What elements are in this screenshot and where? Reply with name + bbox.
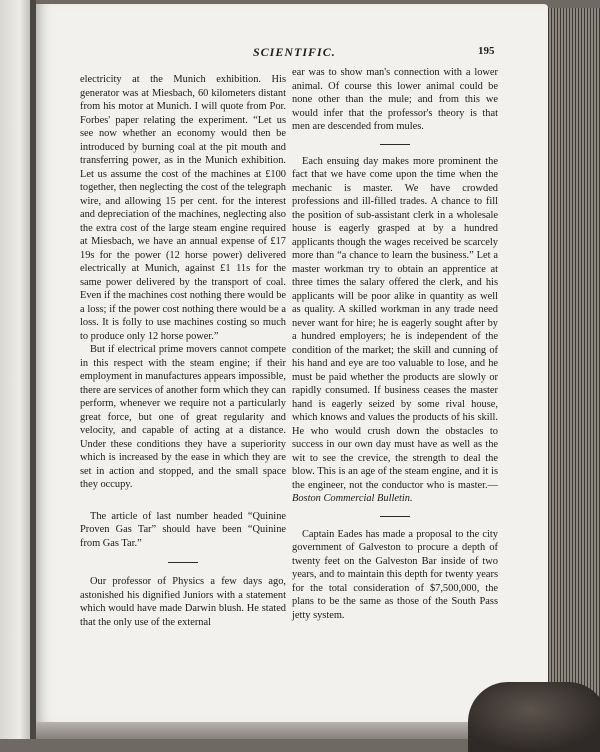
paragraph-galveston-bar: Captain Eades has made a proposal to the city government of Galveston to procure a depth of twenty feet on the Galveston Bar inside of two years, and to maintain this depth for twenty years for the total consideration of $7,500,000, the plans to be the same as those of the South Pass jetty system. (292, 528, 498, 621)
mechanic-text: Each ensuing day makes more prominent the fact that we have come upon the time when the mechanic is master. We have crowded professions and ill-filled trades. A chance to fill the position of sub-assistant clerk in a wholesale house is eagerly grasped at by a hundred applicants though the wages received be scarcely more than “a chance to learn the business.” Let a master workman try to obtain an apprentice at three times the salary offered the clerk, and his applicants will be poor alike in quantity as well as quality. A skilled workman in any trade need never want for hire; he is eagerly sought after by a hundred employers; he is independent of the condition of the market; the skill and cunning of his hand and eye are too valuable to lose, and he must be paid whether the products are slowly or rapidly consumed. If business ceases the master hand is eagerly seized by some rival house, which knows and values the products of his skill. He who would crush down the obstacles to success in our own day must have as well as the wit to see the crevice, the strength to deal the blow. This is an age of the steam engine, and it is the engineer, not the conductor who is master.— (292, 155, 498, 491)
section-gap (80, 492, 286, 510)
paragraph-mules-continuation: ear was to show man's connection with a lower animal. Of course this lower animal could be none other than the mule; and from this we would infer that the professor's theory is that men are descended from mules. (292, 67, 498, 132)
section-divider (168, 562, 198, 563)
section-divider (380, 516, 410, 517)
paragraph-physics-professor: Our professor of Physics a few days ago, astonished his dignified Juniors with a statement which would have made Darwin blush. He stated that the only use of the external (80, 576, 286, 628)
paragraph-mechanic-is-master (292, 155, 498, 506)
paragraph-munich-exhibition: electricity at the Munich exhibition. His generator was at Miesbach, 60 kilometers distant from his motor at Munich. I will quote from Por. Forbes' paper relating the experiment. “Let us see now whether an economy would then be introduced by burning coal at the pit mouth and transferring power, as in the Munich exhibition. Let us assume the cost of the machines at £100 together, then neglecting the cost of the telegraph wire, and allowing 15 per cent. for the interest and depreciation of the machines, neglecting also the extra cost of the large steam engine required at Miesbach, we have an annual expense of £17 19s for the power (12 horse power) delivered electrically at Munich, against £1 11s for the same power delivered by the transport of coal. Even if the machines cost nothing there would be a loss; if the power cost nothing there would be a loss. It is folly to use machines costing so much to produce only 12 horse power.” (80, 74, 286, 342)
source-attribution: Boston Commercial Bulletin. (292, 493, 413, 504)
page-number: 195 (478, 45, 495, 57)
running-header: SCIENTIFIC. (253, 45, 336, 59)
paragraph-quinine-correction: The article of last number headed “Quinine Proven Gas Tar” should have been “Quinine from Gas Tar.” (80, 510, 286, 549)
reader-thumb (468, 682, 600, 752)
left-column (80, 73, 286, 629)
right-column (292, 66, 498, 622)
page-stack-edge (548, 8, 600, 739)
paragraph-electrical-prime-movers: But if electrical prime movers cannot compete in this respect with the steam engine; if their employment in manufactures appears impossible, there are services of another form which they can perform, whenever we require not a particularly great force, but one of great regularity and velocity, and capable of acting at a distance. Under these conditions they have a superiority which is increased by the ease in which they are set in action and stopped, and the small space they occupy. (80, 344, 286, 490)
section-divider (380, 144, 410, 145)
